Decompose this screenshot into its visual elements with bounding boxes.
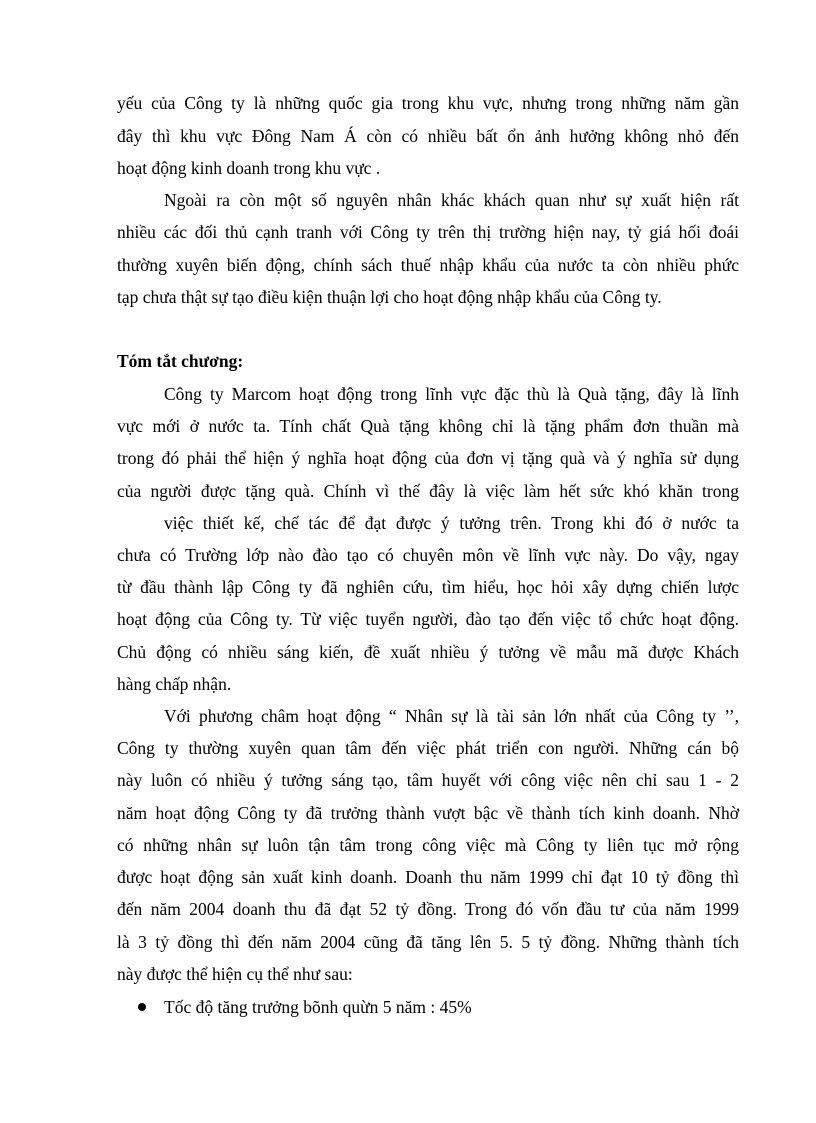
paragraph-line: nhiều các đối thủ cạnh tranh với Công ty trên thị trường hiện nay, tỷ giá hối đoái bbox=[117, 222, 739, 242]
paragraph-line: của người được tặng quà. Chính vì thế đây là việc làm hết sức khó khăn trong bbox=[117, 481, 739, 501]
paragraph-line: thường xuyên biến động, chính sách thuế nhập khẩu của nước ta còn nhiều phức bbox=[117, 255, 739, 275]
paragraph-line: hàng chấp nhận. bbox=[117, 674, 232, 694]
paragraph-line: hoạt động của Công ty. Từ việc tuyển người, đào tạo đến việc tổ chức hoạt động. bbox=[117, 609, 739, 629]
paragraph-line: vực mới ở nước ta. Tính chất Quà tặng không chỉ là tặng phẩm đơn thuần mà bbox=[117, 416, 739, 436]
paragraph-line: này luôn có nhiều ý tưởng sáng tạo, tâm huyết với công việc nên chỉ sau 1 - 2 bbox=[117, 770, 739, 790]
paragraph-line: có những nhân sự luôn tận tâm trong công việc mà Công ty liên tục mở rộng bbox=[117, 835, 739, 855]
paragraph-line: Ngoài ra còn một số nguyên nhân khác khách quan như sự xuất hiện rất bbox=[164, 190, 739, 210]
paragraph-line: Với phương châm hoạt động “ Nhân sự là tài sản lớn nhất của Công ty ’’, bbox=[164, 706, 739, 726]
paragraph-line: đến năm 2004 doanh thu đã đạt 52 tỷ đồng. Trong đó vốn đầu tư của năm 1999 bbox=[117, 899, 739, 919]
paragraph-line: Công ty thường xuyên quan tâm đến việc phát triển con người. Những cán bộ bbox=[117, 738, 739, 758]
paragraph-line: trong đó phải thể hiện ý nghĩa hoạt động của đơn vị tặng quà và ý nghĩa sử dụng bbox=[117, 448, 739, 468]
paragraph-line: đây thì khu vực Đông Nam Á còn có nhiều bất ổn ảnh hưởng không nhỏ đến bbox=[117, 126, 739, 146]
paragraph-line: được hoạt động sản xuất kinh doanh. Doanh thu năm 1999 chỉ đạt 10 tỷ đồng thì bbox=[117, 867, 739, 887]
paragraph-line: tạp chưa thật sự tạo điều kiện thuận lợi cho hoạt động nhập khẩu của Công ty. bbox=[117, 287, 662, 307]
paragraph-line: từ đầu thành lập Công ty đã nghiên cứu, tìm hiểu, học hỏi xây dựng chiến lược bbox=[117, 577, 739, 597]
paragraph-line: chưa có Trường lớp nào đào tạo có chuyên môn về lĩnh vực này. Do vậy, ngay bbox=[117, 545, 739, 565]
bullet-icon bbox=[138, 1003, 146, 1011]
paragraph-line: yếu của Công ty là những quốc gia trong khu vực, nhưng trong những năm gần bbox=[117, 93, 739, 113]
paragraph-line: Công ty Marcom hoạt động trong lĩnh vực đặc thù là Quà tặng, đây là lĩnh bbox=[164, 384, 739, 404]
paragraph-line: hoạt động kinh doanh trong khu vực . bbox=[117, 158, 381, 178]
paragraph-line: Chủ động có nhiều sáng kiến, đề xuất nhiều ý tưởng về mẫu mã được Khách bbox=[117, 642, 739, 662]
paragraph-line: việc thiết kế, chế tác để đạt được ý tưởng trên. Trong khi đó ở nước ta bbox=[164, 513, 739, 533]
paragraph-line: là 3 tỷ đồng thì đến năm 2004 cũng đã tăng lên 5. 5 tỷ đồng. Những thành tích bbox=[117, 932, 739, 952]
bullet-item: Tốc độ tăng trưởng bõnh quừn 5 năm : 45% bbox=[164, 997, 472, 1017]
section-heading: Tóm tắt chương: bbox=[117, 351, 244, 371]
paragraph-line: năm hoạt động Công ty đã trưởng thành vượt bậc về thành tích kinh doanh. Nhờ bbox=[117, 803, 739, 823]
paragraph-line: này được thể hiện cụ thể như sau: bbox=[117, 964, 353, 984]
